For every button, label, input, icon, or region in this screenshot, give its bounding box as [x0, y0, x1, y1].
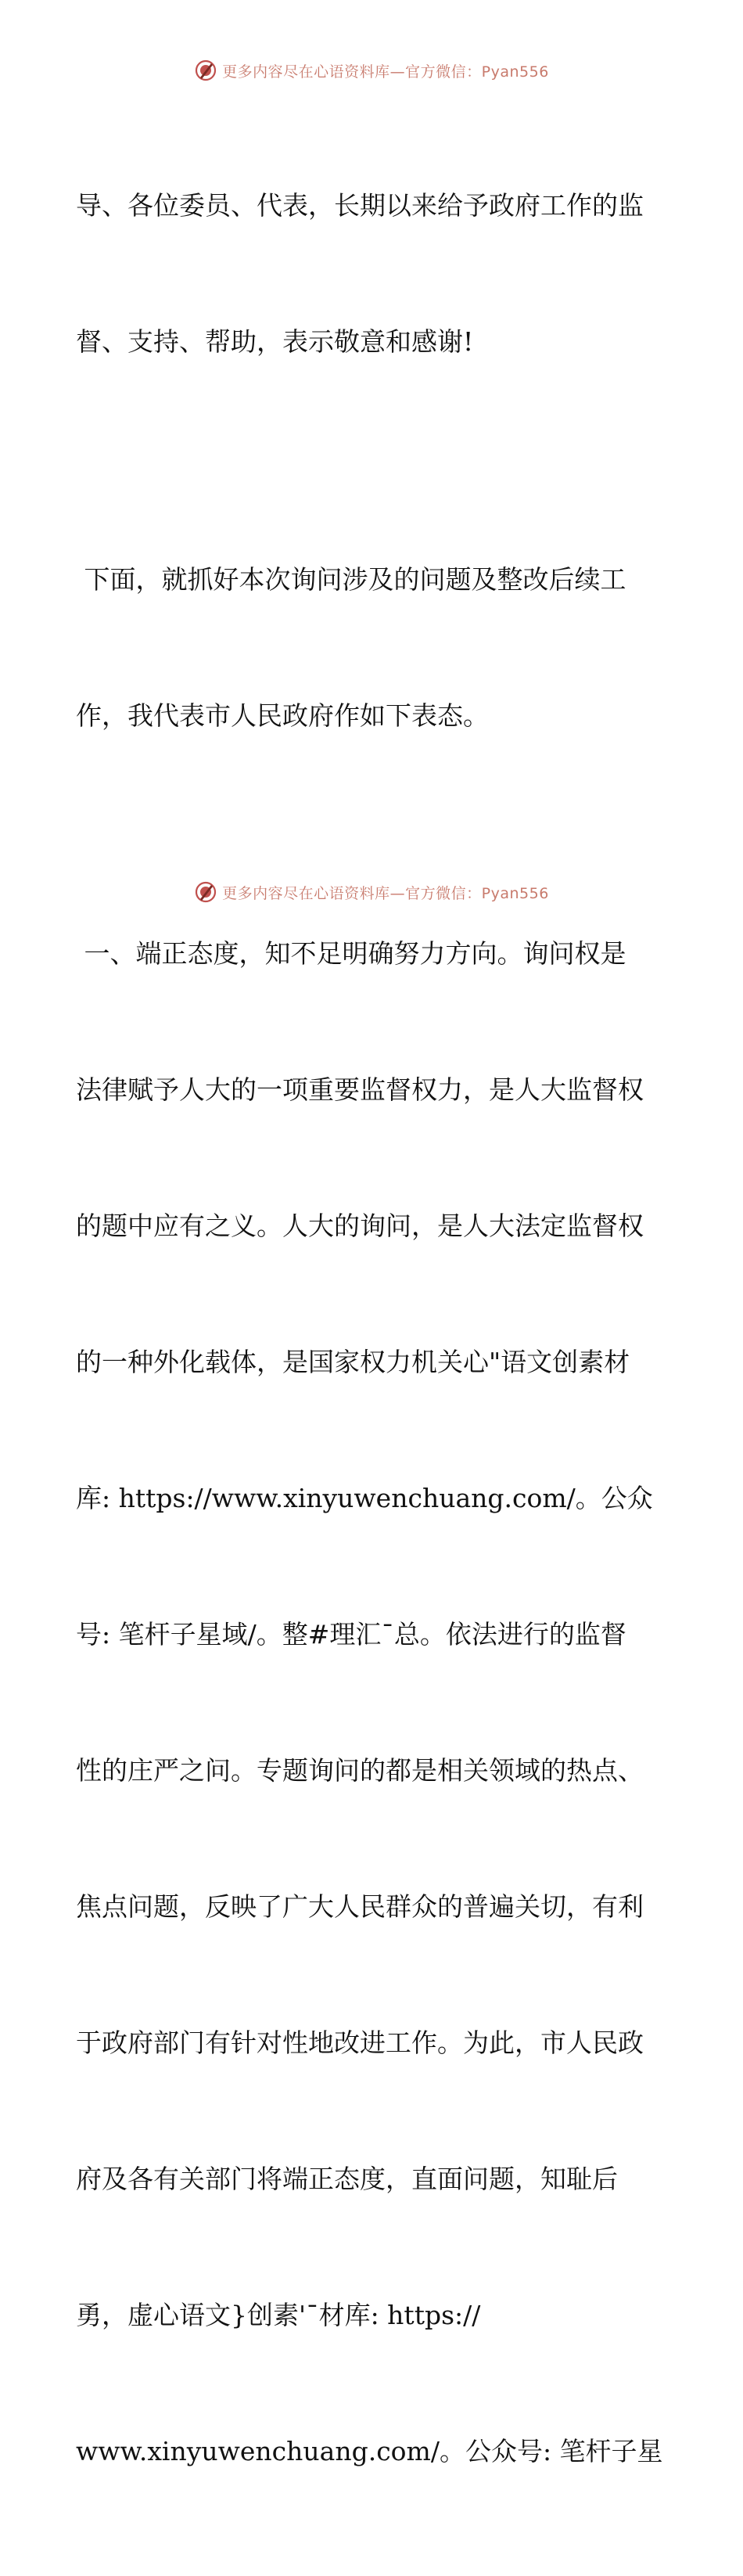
text-line: 的题中应有之义。人大的询问，是人大法定监督权 — [76, 1211, 644, 1241]
text-line: 导、各位委员、代表，长期以来给予政府工作的监 — [76, 190, 644, 221]
text-line: 督、支持、帮助，表示敬意和感谢! — [76, 326, 474, 357]
paragraph-section-one — [76, 840, 670, 2565]
footer-watermark-banner — [0, 878, 743, 906]
text-line: 下面，就抓好本次询问涉及的问题及整改后续工 — [76, 564, 626, 595]
text-line: 库: https://www.xinyuwenchuang.com/。公众 — [76, 1483, 653, 1513]
header-banner-text: 更多内容尽在心语资料库—官方微信：Pyan556 — [222, 63, 549, 81]
text-line: 性的庄严之问。专题询问的都是相关领域的热点、 — [76, 1755, 644, 1786]
quill-seal-logo-icon — [194, 880, 217, 904]
footer-banner-text: 更多内容尽在心语资料库—官方微信：Pyan556 — [222, 884, 549, 902]
text-line: 焦点问题，反映了广大人民群众的普遍关切，有利 — [76, 1891, 644, 1922]
text-line: 一、端正态度，知不足明确努力方向。询问权是 — [76, 938, 626, 969]
text-line: 作，我代表市人民政府作如下表态。 — [76, 700, 489, 731]
paragraph-thanks — [76, 92, 670, 455]
quill-seal-logo-icon — [194, 59, 217, 82]
text-line: www.xinyuwenchuang.com/。公众号: 笔杆子星 — [76, 2436, 663, 2466]
text-line: 府及各有关部门将端正态度，直面问题，知耻后 — [76, 2164, 618, 2194]
text-line: 法律赋予人大的一项重要监督权力，是人大监督权 — [76, 1074, 644, 1105]
text-line: 于政府部门有针对性地改进工作。为此，市人民政 — [76, 2027, 644, 2058]
document-body — [76, 92, 670, 2576]
header-watermark-banner — [0, 56, 743, 85]
text-line: 的一种外化载体，是国家权力机关心"语文创素材 — [76, 1347, 630, 1377]
paragraph-intro — [76, 466, 670, 829]
text-line: 号: 笔杆子星域/。整#理汇¯总。依法进行的监督 — [76, 1619, 626, 1650]
text-line: 勇，虚心语文}创素'¯材库: https:// — [76, 2300, 481, 2330]
